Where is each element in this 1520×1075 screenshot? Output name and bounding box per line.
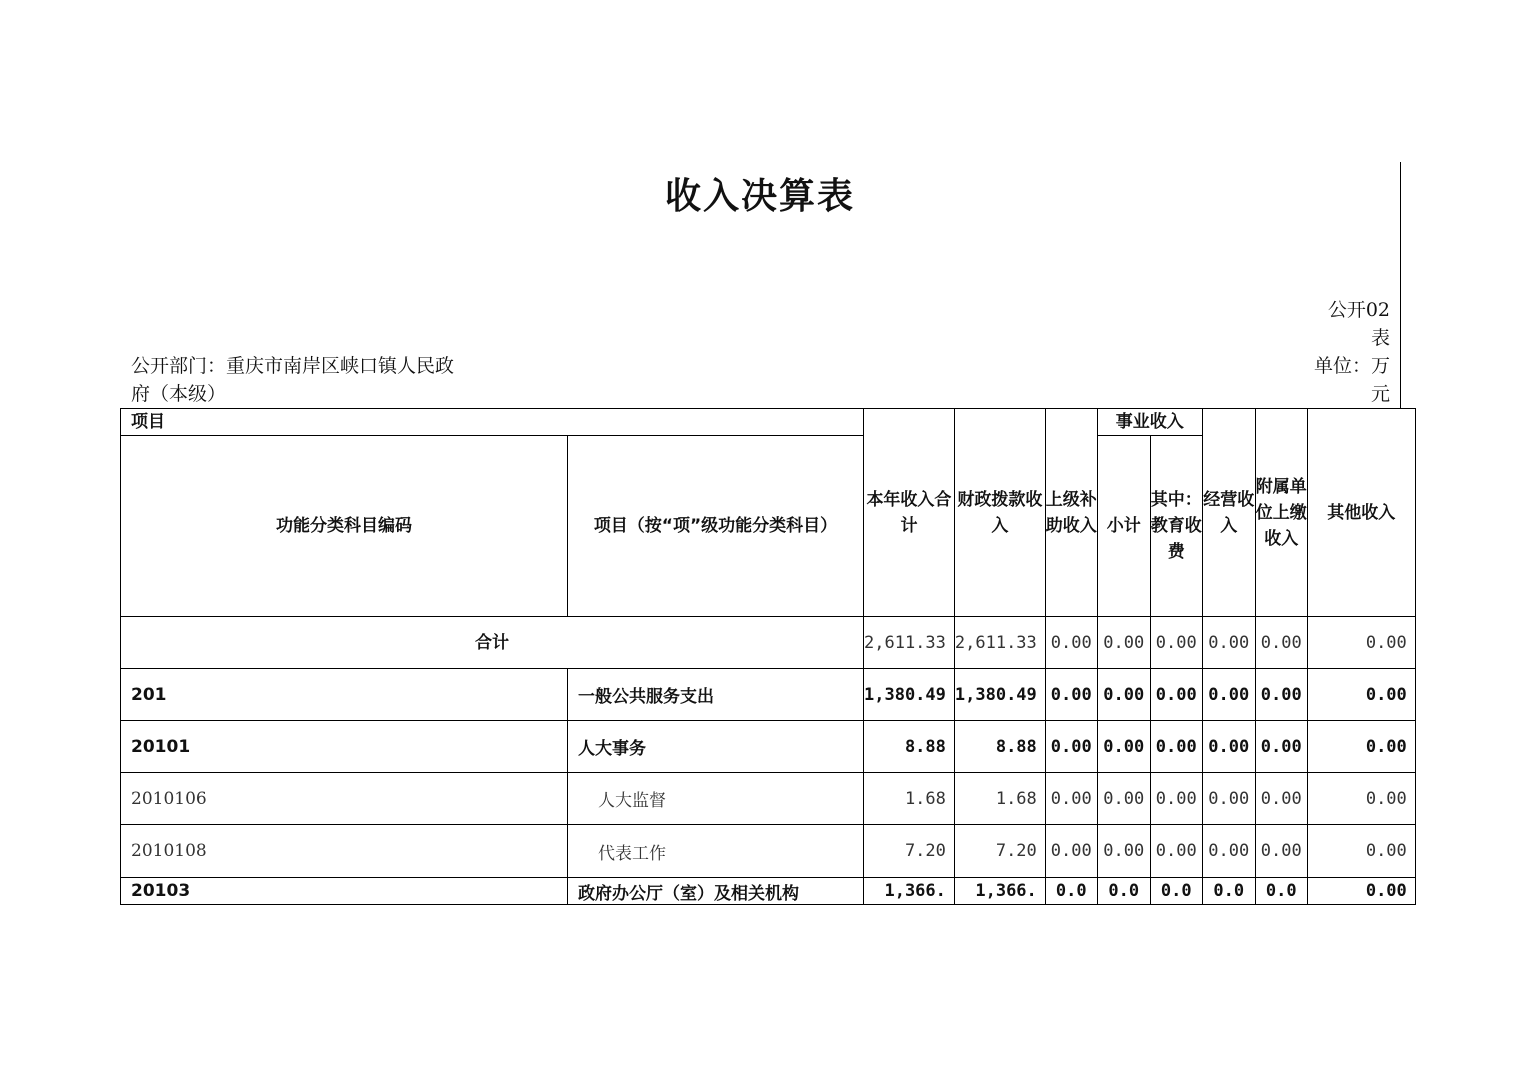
cell-name: 一般公共服务支出 bbox=[568, 669, 864, 721]
table-row bbox=[121, 669, 1416, 721]
cell-education: 0.00 bbox=[1150, 825, 1202, 878]
table-row bbox=[121, 825, 1416, 878]
cell-affiliated: 0.00 bbox=[1255, 773, 1307, 825]
cell-other: 0.00 bbox=[1307, 825, 1415, 878]
cell-affiliated: 0.00 bbox=[1255, 669, 1307, 721]
cell-name: 代表工作 bbox=[568, 825, 864, 878]
cell-other: 0.00 bbox=[1307, 773, 1415, 825]
cell-education: 0.0 bbox=[1150, 878, 1202, 905]
cell-education: 0.00 bbox=[1150, 721, 1202, 773]
table-row-total bbox=[121, 617, 1416, 669]
department-line1: 公开部门：重庆市南岸区峡口镇人民政 bbox=[131, 355, 455, 377]
cell-education: 0.00 bbox=[1150, 669, 1202, 721]
cell-fiscal: 8.88 bbox=[954, 721, 1045, 773]
table-row bbox=[121, 721, 1416, 773]
income-table bbox=[120, 408, 1416, 905]
cell-name: 人大事务 bbox=[568, 721, 864, 773]
cell-name: 政府办公厅（室）及相关机构 bbox=[568, 878, 864, 905]
table-row bbox=[121, 878, 1416, 905]
cell-affiliated: 0.0 bbox=[1255, 878, 1307, 905]
cell-code: 20101 bbox=[121, 721, 568, 773]
cell-superior: 0.00 bbox=[1045, 617, 1097, 669]
header-business: 事业收入 bbox=[1097, 409, 1202, 436]
cell-subtotal: 0.00 bbox=[1097, 773, 1150, 825]
cell-education: 0.00 bbox=[1150, 617, 1202, 669]
cell-total: 1,380.49 bbox=[864, 669, 955, 721]
cell-other: 0.00 bbox=[1307, 878, 1415, 905]
header-operating: 经营收入 bbox=[1202, 409, 1255, 617]
header-project: 项目 bbox=[121, 409, 864, 436]
unit-label-line2: 元 bbox=[1370, 383, 1390, 405]
cell-total: 1,366. bbox=[864, 878, 955, 905]
cell-superior: 0.0 bbox=[1045, 878, 1097, 905]
cell-fiscal: 1,366. bbox=[954, 878, 1045, 905]
cell-affiliated: 0.00 bbox=[1255, 721, 1307, 773]
header-item-name: 项目（按“项”级功能分类科目） bbox=[568, 436, 864, 617]
header-fiscal: 财政拨款收入 bbox=[954, 409, 1045, 617]
cell-subtotal: 0.00 bbox=[1097, 617, 1150, 669]
cell-affiliated: 0.00 bbox=[1255, 617, 1307, 669]
cell-other: 0.00 bbox=[1307, 721, 1415, 773]
cell-superior: 0.00 bbox=[1045, 669, 1097, 721]
cell-superior: 0.00 bbox=[1045, 825, 1097, 878]
header-affiliated: 附属单位上缴收入 bbox=[1255, 409, 1307, 617]
cell-superior: 0.00 bbox=[1045, 721, 1097, 773]
header-subtotal: 小计 bbox=[1097, 436, 1150, 617]
cell-name: 人大监督 bbox=[568, 773, 864, 825]
cell-education: 0.00 bbox=[1150, 773, 1202, 825]
cell-fiscal: 1.68 bbox=[954, 773, 1045, 825]
cell-operating: 0.00 bbox=[1202, 825, 1255, 878]
cell-fiscal: 7.20 bbox=[954, 825, 1045, 878]
cell-operating: 0.00 bbox=[1202, 669, 1255, 721]
cell-affiliated: 0.00 bbox=[1255, 825, 1307, 878]
unit-label-line1: 单位：万 bbox=[1313, 355, 1390, 377]
header-other: 其他收入 bbox=[1307, 409, 1415, 617]
header-superior: 上级补助收入 bbox=[1045, 409, 1097, 617]
cell-other: 0.00 bbox=[1307, 617, 1415, 669]
cell-code: 20103 bbox=[121, 878, 568, 905]
cell-other: 0.00 bbox=[1307, 669, 1415, 721]
header-total: 本年收入合计 bbox=[864, 409, 955, 617]
form-number-line2: 表 bbox=[1370, 327, 1390, 349]
header-func-code: 功能分类科目编码 bbox=[121, 436, 568, 617]
cell-fiscal: 1,380.49 bbox=[954, 669, 1045, 721]
cell-superior: 0.00 bbox=[1045, 773, 1097, 825]
cell-operating: 0.00 bbox=[1202, 773, 1255, 825]
cell-operating: 0.00 bbox=[1202, 721, 1255, 773]
cell-total: 2,611.33 bbox=[864, 617, 955, 669]
form-number-line1: 公开02 bbox=[1327, 299, 1390, 321]
cell-code: 2010108 bbox=[121, 825, 568, 878]
cell-total: 7.20 bbox=[864, 825, 955, 878]
cell-total: 1.68 bbox=[864, 773, 955, 825]
department-label bbox=[131, 352, 511, 408]
cell-code: 2010106 bbox=[121, 773, 568, 825]
table-row bbox=[121, 773, 1416, 825]
cell-total: 8.88 bbox=[864, 721, 955, 773]
header-education: 其中：教育收费 bbox=[1150, 436, 1202, 617]
cell-fiscal: 2,611.33 bbox=[954, 617, 1045, 669]
cell-operating: 0.00 bbox=[1202, 617, 1255, 669]
page-title: 收入决算表 bbox=[664, 176, 855, 217]
cell-subtotal: 0.00 bbox=[1097, 721, 1150, 773]
cell-code: 201 bbox=[121, 669, 568, 721]
cell-subtotal: 0.0 bbox=[1097, 878, 1150, 905]
cell-subtotal: 0.00 bbox=[1097, 825, 1150, 878]
cell-subtotal: 0.00 bbox=[1097, 669, 1150, 721]
total-label: 合计 bbox=[121, 617, 864, 669]
department-line2: 府（本级） bbox=[131, 383, 227, 405]
cell-operating: 0.0 bbox=[1202, 878, 1255, 905]
